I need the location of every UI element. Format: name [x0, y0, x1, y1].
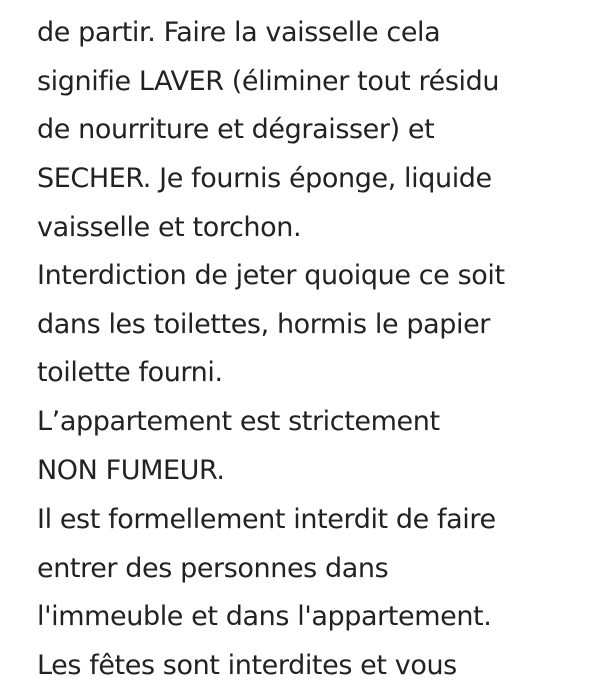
- text-line: dans les toilettes, hormis le papier: [37, 309, 490, 340]
- text-line: Il est formellement interdit de faire: [37, 504, 496, 535]
- text-line: L’appartement est strictement: [37, 406, 440, 437]
- text-line: NON FUMEUR.: [37, 455, 225, 486]
- text-line: SECHER. Je fournis éponge, liquide: [37, 163, 492, 194]
- text-line: de nourriture et dégraisser) et: [37, 114, 435, 145]
- text-line: vaisselle et torchon.: [37, 212, 302, 243]
- text-line: Interdiction de jeter quoique ce soit: [37, 260, 505, 291]
- text-line: toilette fourni.: [37, 357, 223, 388]
- text-line: Les fêtes sont interdites et vous: [37, 650, 457, 681]
- text-line: l'immeuble et dans l'appartement.: [37, 601, 492, 632]
- text-line: entrer des personnes dans: [37, 553, 389, 584]
- text-line: de partir. Faire la vaisselle cela: [37, 17, 441, 48]
- text-line: signifie LAVER (éliminer tout résidu: [37, 66, 500, 97]
